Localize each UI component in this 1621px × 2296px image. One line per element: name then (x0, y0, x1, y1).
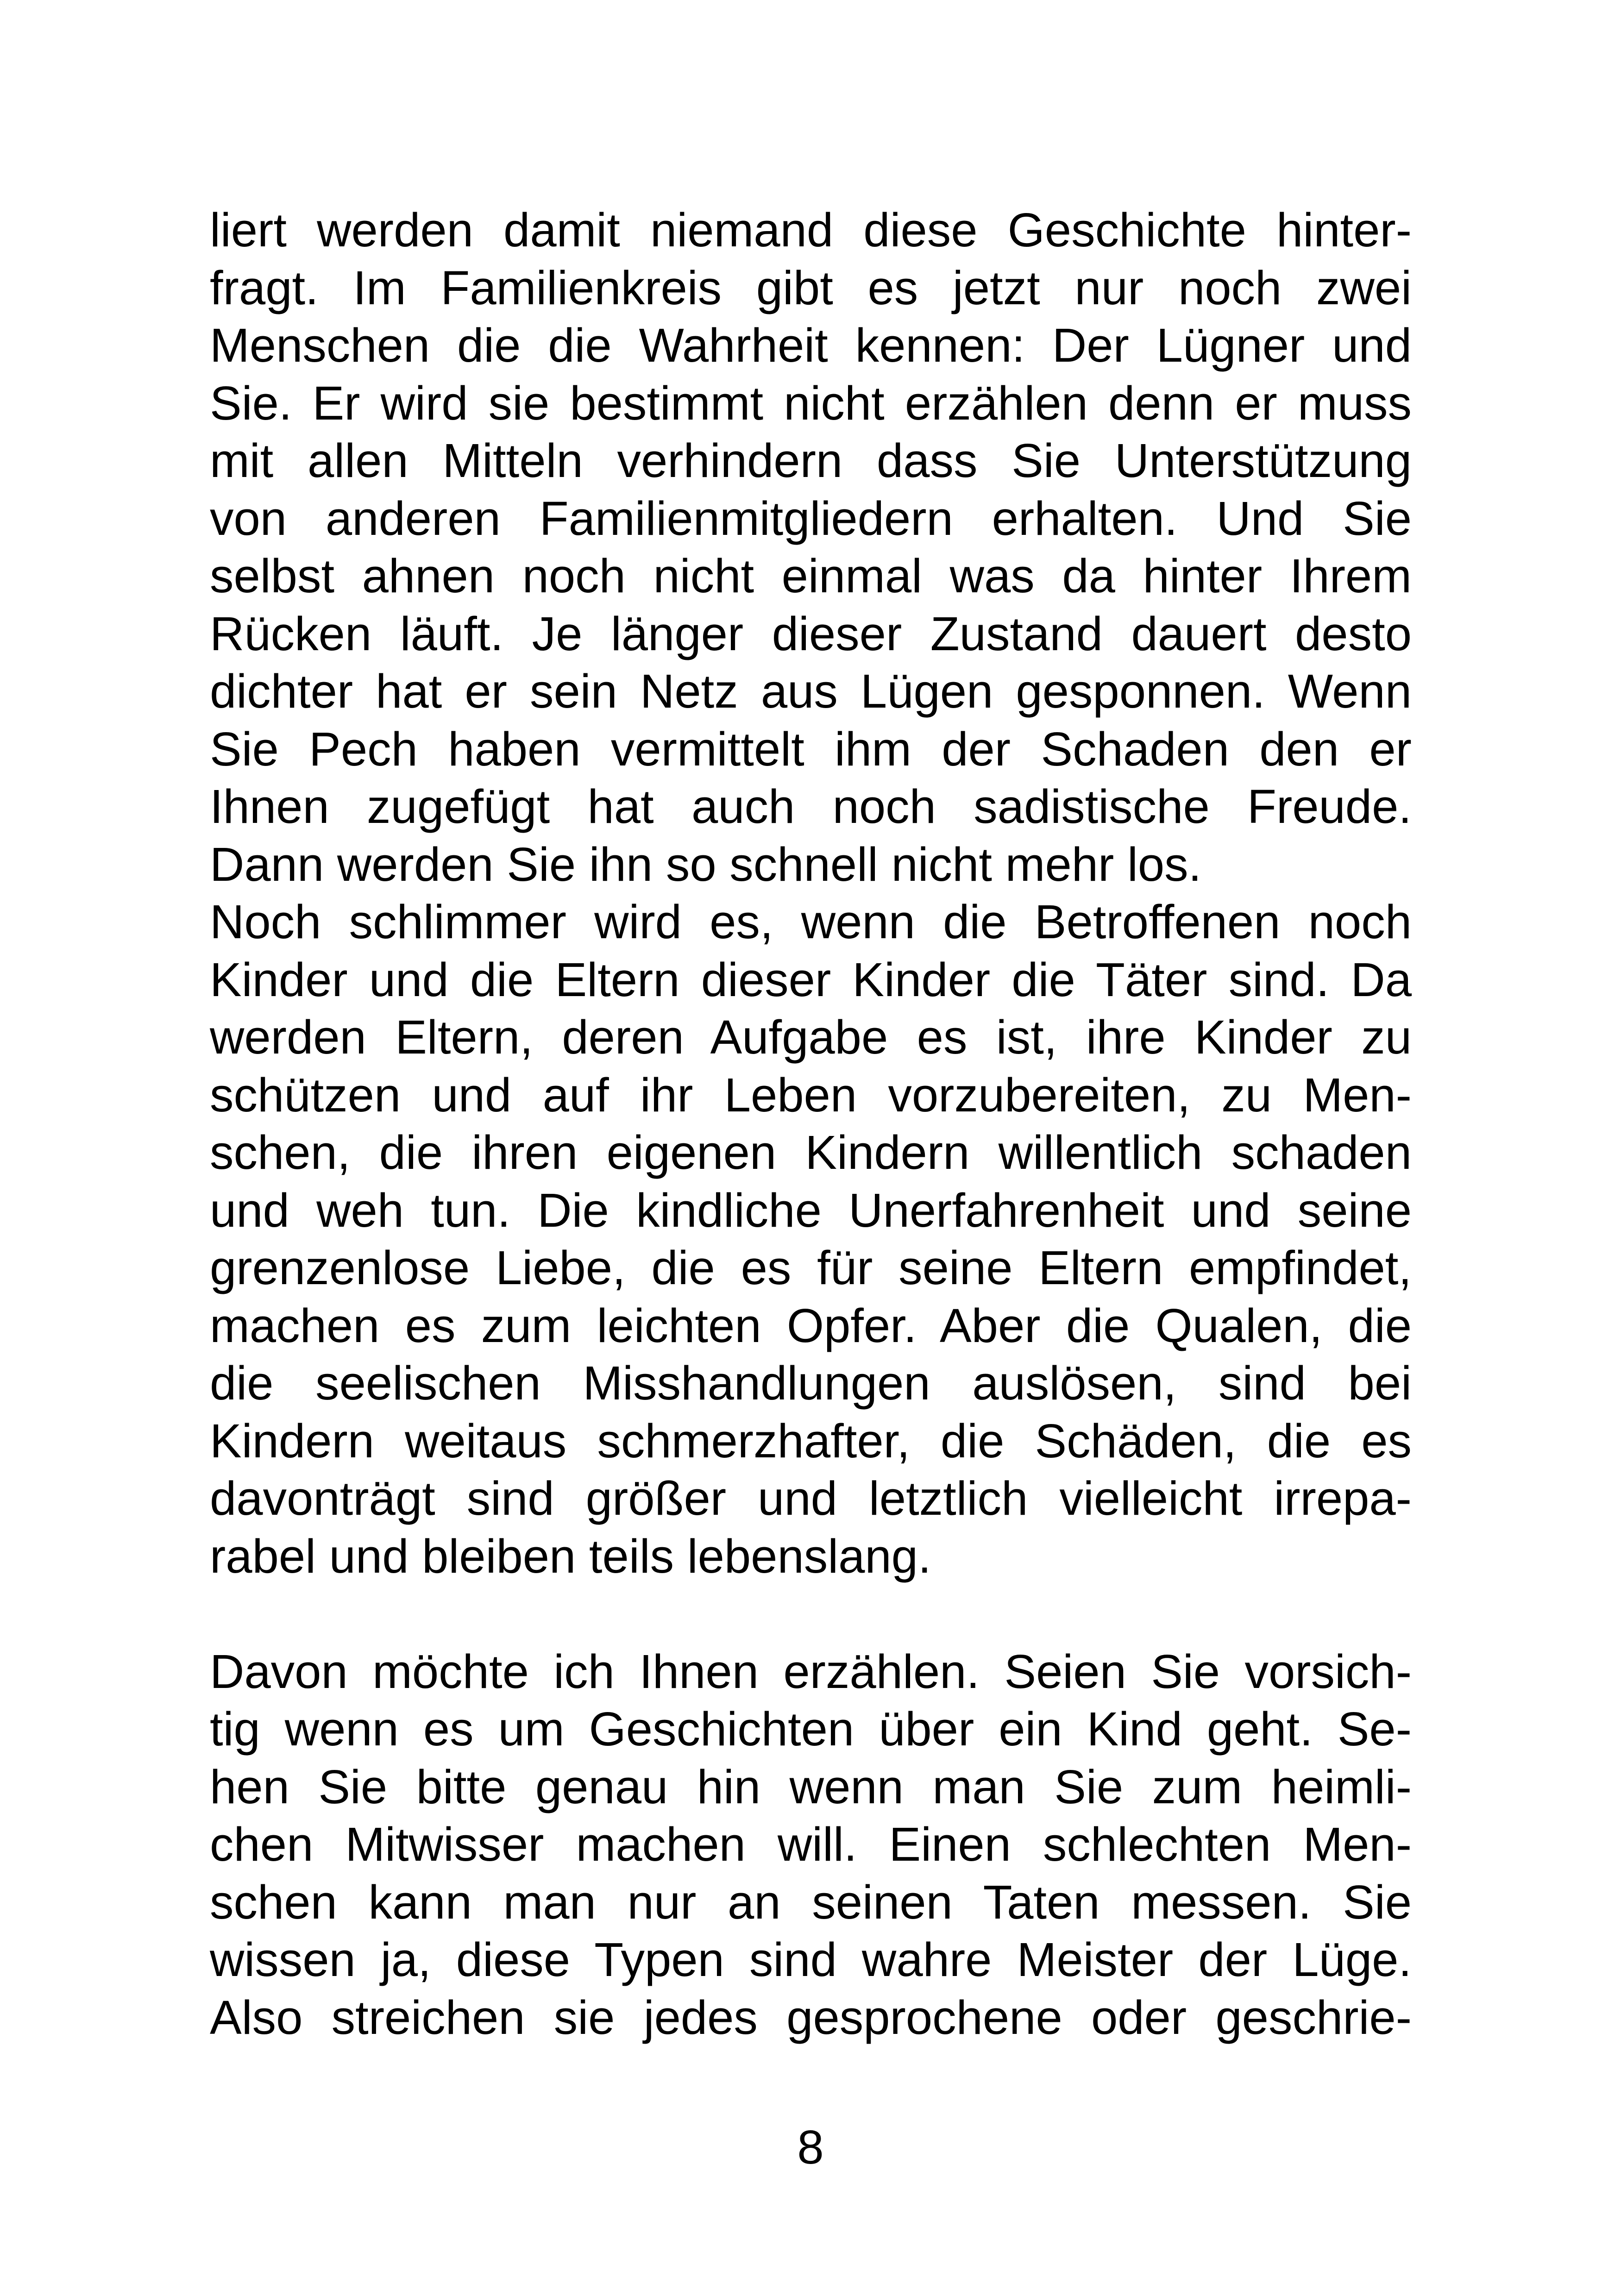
text-line: Also streichen sie jedes gesprochene oder geschrie- (210, 1990, 1412, 2044)
text-line: die seelischen Misshandlungen auslösen, sind bei (210, 1356, 1412, 1410)
text-line: selbst ahnen noch nicht einmal was da hinter Ihrem (210, 549, 1412, 602)
text-line: Sie Pech haben vermittelt ihm der Schaden den er (210, 722, 1412, 776)
text-line: Rücken läuft. Je länger dieser Zustand dauert desto (210, 607, 1412, 660)
paragraph (210, 201, 1412, 893)
text-line: rabel und bleiben teils lebenslang. (210, 1529, 931, 1583)
paragraph (210, 893, 1412, 1585)
text-line: chen Mitwisser machen will. Einen schlechten Men- (210, 1818, 1412, 1871)
text-line: Kindern weitaus schmerzhafter, die Schäden, die es (210, 1414, 1412, 1468)
text-line: schützen und auf ihr Leben vorzubereiten, zu Men- (210, 1068, 1412, 1122)
text-line: von anderen Familienmitgliedern erhalten. Und Sie (210, 491, 1412, 545)
text-line: machen es zum leichten Opfer. Aber die Qualen, die (210, 1299, 1412, 1352)
text-line: Kinder und die Eltern dieser Kinder die Täter sind. Da (210, 953, 1412, 1006)
text-line: Menschen die die Wahrheit kennen: Der Lügner und (210, 319, 1412, 372)
text-line: fragt. Im Familienkreis gibt es jetzt nur noch zwei (210, 261, 1412, 314)
text-line: mit allen Mitteln verhindern dass Sie Unterstützung (210, 434, 1412, 487)
body-text (210, 201, 1412, 2046)
text-line: davonträgt sind größer und letztlich vielleicht irrepa- (210, 1472, 1412, 1525)
paragraph-gap (210, 1585, 1412, 1643)
text-line: wissen ja, diese Typen sind wahre Meister der Lüge. (210, 1933, 1412, 1986)
text-line: schen, die ihren eigenen Kindern willentlich schaden (210, 1126, 1412, 1179)
text-line: Sie. Er wird sie bestimmt nicht erzählen denn er muss (210, 376, 1412, 430)
text-line: schen kann man nur an seinen Taten messen. Sie (210, 1875, 1412, 1929)
text-line: Noch schlimmer wird es, wenn die Betroffenen noch (210, 895, 1412, 948)
text-line: Davon möchte ich Ihnen erzählen. Seien Sie vorsich- (210, 1644, 1412, 1698)
text-line: liert werden damit niemand diese Geschichte hinter- (210, 203, 1412, 257)
text-line: dichter hat er sein Netz aus Lügen gesponnen. Wenn (210, 665, 1412, 718)
text-line: tig wenn es um Geschichten über ein Kind geht. Se- (210, 1702, 1412, 1756)
paragraph (210, 1643, 1412, 2047)
text-line: werden Eltern, deren Aufgabe es ist, ihre Kinder zu (210, 1010, 1412, 1064)
text-line: hen Sie bitte genau hin wenn man Sie zum heimli- (210, 1760, 1412, 1813)
text-line: Ihnen zugefügt hat auch noch sadistische Freude. (210, 780, 1412, 833)
page-number: 8 (797, 2120, 824, 2174)
text-line: grenzenlose Liebe, die es für seine Eltern empfindet, (210, 1241, 1412, 1294)
text-line: und weh tun. Die kindliche Unerfahrenheit und seine (210, 1183, 1412, 1237)
text-line: Dann werden Sie ihn so schnell nicht mehr los. (210, 837, 1202, 891)
